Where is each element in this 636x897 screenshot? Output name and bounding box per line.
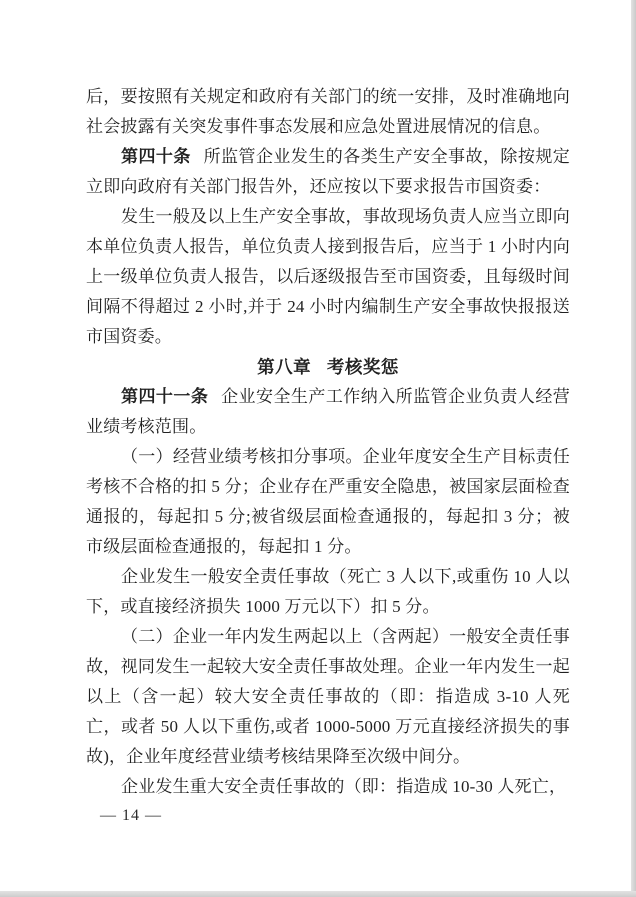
page-bottom-edge — [0, 891, 636, 897]
article-41-paragraph — [86, 382, 570, 442]
larger-accident-paragraph: （二）企业一年内发生两起以上（含两起）一般安全责任事故，视同发生一起较大安全责任事故处理。企业一年内发生一起以上（含一起）较大安全责任事故的（即：指造成 3-10 人死亡，或者 50 人以下重伤,或者 1000-5000 万元直接经济损失的事故)，企业年度经营业绩考核结果降至次级中间分。 — [86, 627, 570, 766]
article-40-number: 第四十条 — [121, 147, 191, 166]
article-41-text: 企业安全生产工作纳入所监管企业负责人经营业绩考核范围。 — [86, 387, 571, 436]
chapter-8-heading — [86, 352, 570, 382]
article-40-text: 所监管企业发生的各类生产安全事故，除按规定立即向政府有关部门报告外，还应按以下要求报告市国资委： — [86, 147, 570, 196]
accident-reporting-paragraph: 发生一般及以上生产安全事故，事故现场负责人应当立即向本单位负责人报告，单位负责人接到报告后，应当于 1 小时内向上一级单位负责人报告，以后逐级报告至市国资委，且每级时间间隔不得超过 2 小时,并于 24 小时内编制生产安全事故快报报送市国资委。 — [86, 207, 570, 346]
paragraph-continuation: 后，要按照有关规定和政府有关部门的统一安排，及时准确地向社会披露有关突发事件事态发展和应急处置进展情况的信息。 — [86, 87, 570, 136]
deduction-items-paragraph: （一）经营业绩考核扣分事项。企业年度安全生产目标责任考核不合格的扣 5 分；企业存在严重安全隐患，被国家层面检查通报的，每起扣 5 分;被省级层面检查通报的，每起扣 3 分；被市级层面检查通报的，每起扣 1 分。 — [86, 447, 570, 556]
major-accident-paragraph: 企业发生重大安全责任事故的（即：指造成 10-30 人死亡， — [121, 777, 567, 796]
article-40-paragraph — [86, 142, 570, 202]
chapter-8-title: 考核奖惩 — [326, 357, 399, 377]
general-accident-deduction-paragraph: 企业发生一般安全责任事故（死亡 3 人以下,或重伤 10 人以下，或直接经济损失 1000 万元以下）扣 5 分。 — [86, 567, 570, 616]
article-41-number: 第四十一条 — [121, 387, 209, 406]
page-right-edge — [631, 0, 636, 897]
chapter-8-number: 第八章 — [257, 357, 312, 377]
document-body — [86, 82, 570, 802]
page-number: — 14 — — [100, 807, 162, 824]
